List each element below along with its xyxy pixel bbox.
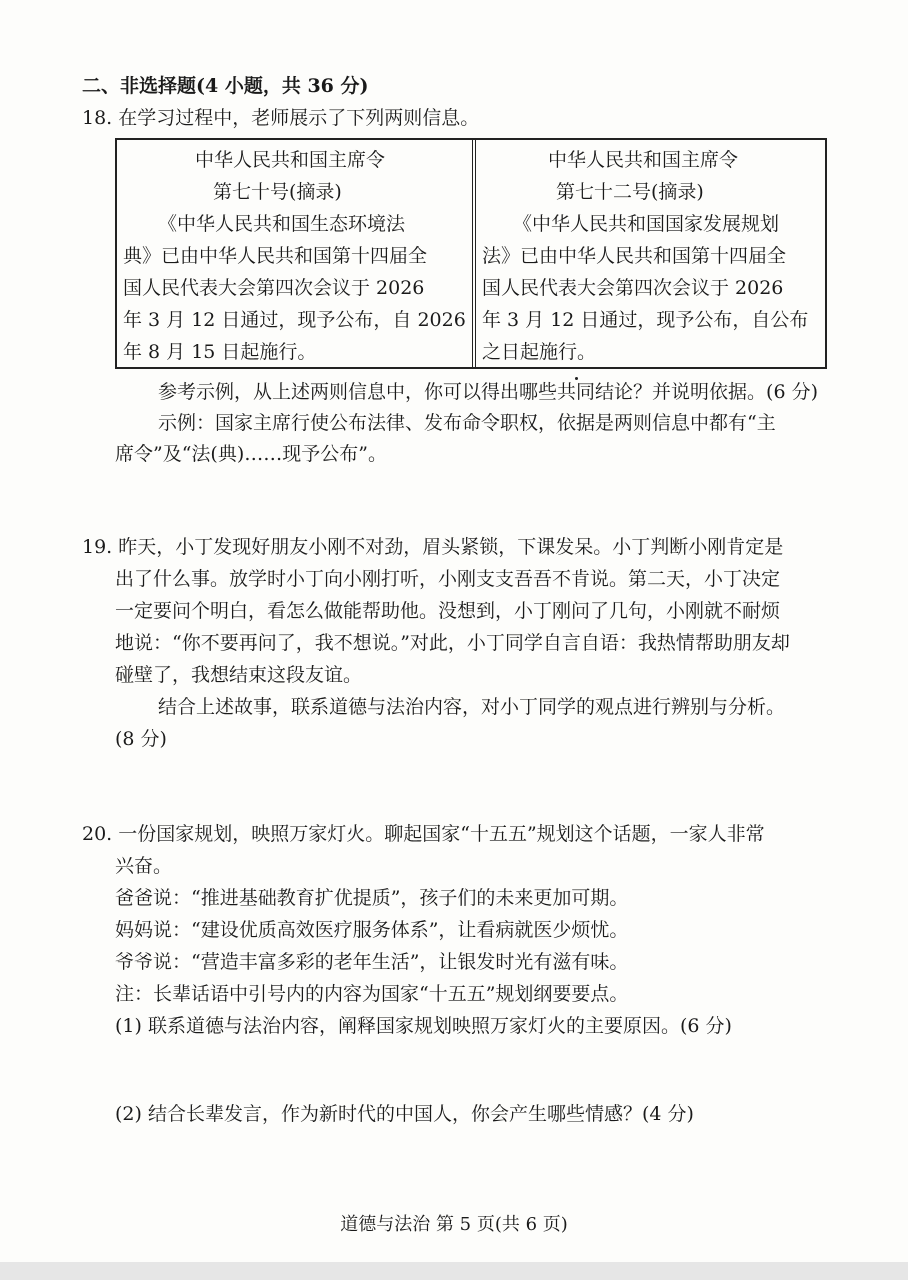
q19-line: 碰壁了，我想结束这段友谊。 xyxy=(115,664,363,686)
q18-prompt-emphasis: 共同 xyxy=(557,381,596,403)
q20-line: 兴奋。 xyxy=(115,855,173,877)
section-title: 二、非选择题(4 小题，共 36 分) xyxy=(82,75,369,97)
left-cell-line: 国人民代表大会第四次会议于 2026 xyxy=(123,277,425,299)
q18-stem: 18. 在学习过程中，老师展示了下列两则信息。 xyxy=(82,107,480,129)
q20-quote: 妈妈说：“建设优质高效医疗服务体系”，让看病就医少烦忧。 xyxy=(115,919,629,941)
left-cell-subtitle: 第七十号(摘录) xyxy=(213,181,342,203)
q19-line: 19. 昨天，小丁发现好朋友小刚不对劲，眉头紧锁，下课发呆。小丁判断小刚肯定是 xyxy=(82,536,784,558)
page-footer: 道德与法治 第 5 页(共 6 页) xyxy=(340,1214,568,1235)
q20-sub2: (2) 结合长辈发言，作为新时代的中国人，你会产生哪些情感？(4 分) xyxy=(115,1103,694,1125)
right-cell-line: 法》已由中华人民共和国第十四届全 xyxy=(482,245,787,267)
left-cell-line: 年 8 月 15 日起施行。 xyxy=(123,341,317,363)
q18-prompt xyxy=(158,380,818,404)
left-cell-line: 《中华人民共和国生态环境法 xyxy=(158,213,406,235)
q20-note: 注：长辈话语中引号内的内容为国家“十五五”规划纲要要点。 xyxy=(115,983,629,1005)
q19-task-points: (8 分) xyxy=(115,728,167,750)
left-cell-line: 典》已由中华人民共和国第十四届全 xyxy=(123,245,428,267)
left-cell-line: 年 3 月 12 日通过，现予公布，自 2026 xyxy=(123,309,466,331)
q19-line: 一定要问个明白，看怎么做能帮助他。没想到，小丁刚问了几句，小刚就不耐烦 xyxy=(115,600,781,622)
q19-task: 结合上述故事，联系道德与法治内容，对小丁同学的观点进行辨别与分析。 xyxy=(158,696,786,718)
q18-example: 示例：国家主席行使公布法律、发布命令职权，依据是两则信息中都有“主 xyxy=(158,412,776,434)
q18-example: 席令”及“法(典)……现予公布”。 xyxy=(115,443,387,465)
q18-prompt-b: 结论？并说明依据。(6 分) xyxy=(595,381,818,403)
right-cell-line: 年 3 月 12 日通过，现予公布，自公布 xyxy=(482,309,809,331)
right-cell-line: 《中华人民共和国国家发展规划 xyxy=(513,213,780,235)
q19-line: 出了什么事。放学时小丁向小刚打听，小刚支支吾吾不肯说。第二天，小丁决定 xyxy=(115,568,781,590)
q19-line: 地说：“你不要再问了，我不想说。”对此，小丁同学自言自语：我热情帮助朋友却 xyxy=(115,632,790,654)
q20-line: 20. 一份国家规划，映照万家灯火。聊起国家“十五五”规划这个话题，一家人非常 xyxy=(82,823,765,845)
left-cell-title: 中华人民共和国主席令 xyxy=(195,149,386,171)
q20-sub1: (1) 联系道德与法治内容，阐释国家规划映照万家灯火的主要原因。(6 分) xyxy=(115,1015,732,1037)
right-cell-line: 之日起施行。 xyxy=(482,341,597,363)
table-divider xyxy=(472,138,476,369)
q18-prompt-a: 参考示例，从上述两则信息中，你可以得出哪些 xyxy=(158,381,558,403)
q20-quote: 爷爷说：“营造丰富多彩的老年生活”，让银发时光有滋有味。 xyxy=(115,951,629,973)
right-cell-line: 国人民代表大会第四次会议于 2026 xyxy=(482,277,784,299)
right-cell-title: 中华人民共和国主席令 xyxy=(548,149,739,171)
scan-edge xyxy=(0,1262,908,1280)
q20-quote: 爸爸说：“推进基础教育扩优提质”，孩子们的未来更加可期。 xyxy=(115,887,629,909)
right-cell-subtitle: 第七十二号(摘录) xyxy=(556,181,704,203)
